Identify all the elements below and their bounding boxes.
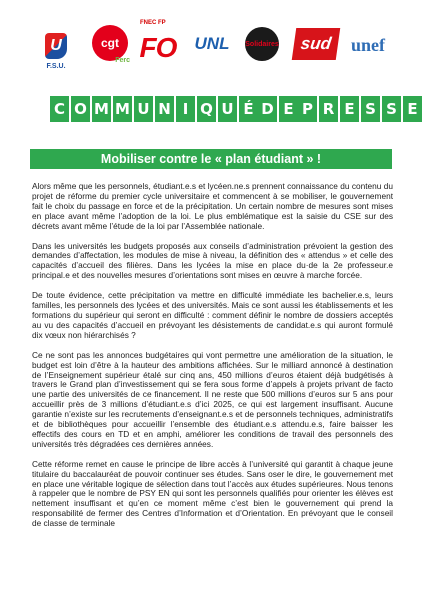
paragraph: Alors même que les personnels, étudiant.e.s et lycéen.ne.s prennent connaissance du contenu du projet de réforme du premier cycle universitaire et commencent à se mobiliser, le gouvernement fait le choix du passage en force et de la précipitation. Un certain nombre de mesures sont mises en place avant même l’adoption de la loi. Le plus emblématique est la saisie du CSE sur des décrets avant même l’étude de la loi par l’Assemblée nationale. <box>32 181 393 231</box>
cgt-sub: Ferc <box>115 57 130 64</box>
banner-letter: S <box>382 96 401 122</box>
banner-letter: P <box>298 96 317 122</box>
union-logos <box>38 20 388 68</box>
banner-letter: O <box>71 96 90 122</box>
headline: Mobiliser contre le « plan étudiant » ! <box>30 149 392 169</box>
cgt-logo <box>90 22 130 64</box>
banner-letter: E <box>279 96 298 122</box>
unl-text: UNL <box>194 34 230 53</box>
banner-word-de <box>258 96 298 122</box>
paragraph: De toute évidence, cette précipitation va mettre en difficulté immédiate les bachelier.e.s, leurs familles, les personnels des lycées et des universités. Mais ce sont aussi les établissements et les formations du supérieur qui seront en difficulté : comment définir le nombre de dossiers acceptés au vu des capacités d’accueil en prévoyant les désistements de candidat.e.s qui auront formulé dix vœux non hiérarchisés ? <box>32 290 393 340</box>
fo-logo <box>136 20 180 68</box>
communique-body <box>32 182 393 539</box>
unl-logo <box>190 26 234 62</box>
banner-letter: E <box>340 96 359 122</box>
banner-word-communique <box>50 96 258 122</box>
communique-de-presse-banner <box>50 94 418 124</box>
paragraph: Dans les universités les budgets proposés aux conseils d’administration prévoient la gestion des demandes d’affectation, les modules de mise à niveau, la définition des « attendus » et celle des capacités d’accueil des filières. Dans les lycées la mise en place du·de la 2e professeur.e principal.e et des nouvelles mesures d’orientations sont mises en œuvre à marche forcée. <box>32 240 393 281</box>
banner-letter: U <box>134 96 153 122</box>
unef-text: unef <box>350 34 385 55</box>
banner-letter: U <box>218 96 237 122</box>
paragraph: Cette réforme remet en cause le principe de libre accès à l’université qui garantit à chaque jeune titulaire du baccalauréat de pouvoir continuer ses études. Sans oser le dire, le gouvernement met en place une véritable logique de sélection dans tout l’accès aux études supérieures. Nous tenons à rappeler que le nombre de PSY EN qui sont les personnels qualifiés pour orienter les élèves est nettement insuffisant et qu’en ce moment même c’est bien le gouvernement qui prend la responsabilité de fermer des Centres d’Information et d’Orientation. En prévoyant que le conseil de classe de terminale <box>32 458 393 529</box>
sud-logo <box>292 24 340 64</box>
banner-letter: E <box>403 96 422 122</box>
solidaires-text: Solidaires <box>245 27 279 61</box>
paragraph: Ce ne sont pas les annonces budgétaires qui vont permettre une amélioration de la situation, le budget est loin d’être à la hauteur des ambitions affichées. Sur le milliard annoncé à destination de l’Enseignement supérieur étalé sur cinq ans, 450 millions d’euros étaient déjà budgétisés à travers le Grand plan d’investissement qui se fera sous forme d’appels à projets privant de facto une partie des universités de ce financement. Il ne reste que 500 millions d’euros sur 5 ans pour accueillir près de 3 millions d’étudiant.e.s d’ici 2025, ce qui est largement insuffisant. Aucune garantie n’existe sur les recrutements d’enseignant.e.s et de personnels techniques, administratifs et de bibliothèques pour accueillir l’ensemble des étudiant.e.s attendu.e.s, faire baisser les effectifs des cours en TD et en amphi, améliorer les conditions de travail des personnels des universités très dégradées ces dernières années. <box>32 349 393 449</box>
banner-letter: I <box>176 96 195 122</box>
sud-text: sud <box>292 28 340 60</box>
fsu-logo <box>38 26 74 70</box>
unef-logo <box>348 28 388 62</box>
fo-text: FO <box>139 32 177 63</box>
cgt-text: cgt <box>92 25 128 61</box>
banner-letter: R <box>319 96 338 122</box>
banner-letter: M <box>92 96 111 122</box>
banner-letter: M <box>113 96 132 122</box>
banner-letter: S <box>361 96 380 122</box>
banner-letter: N <box>155 96 174 122</box>
banner-letter: Q <box>197 96 216 122</box>
fsu-mark: U <box>45 33 67 59</box>
solidaires-logo <box>242 24 282 64</box>
fsu-caption: F.S.U. <box>46 63 66 70</box>
banner-letter: É <box>239 96 258 122</box>
banner-letter: C <box>50 96 69 122</box>
fo-top: FNEC FP <box>140 20 166 26</box>
banner-letter: D <box>258 96 277 122</box>
banner-word-presse <box>298 96 422 122</box>
